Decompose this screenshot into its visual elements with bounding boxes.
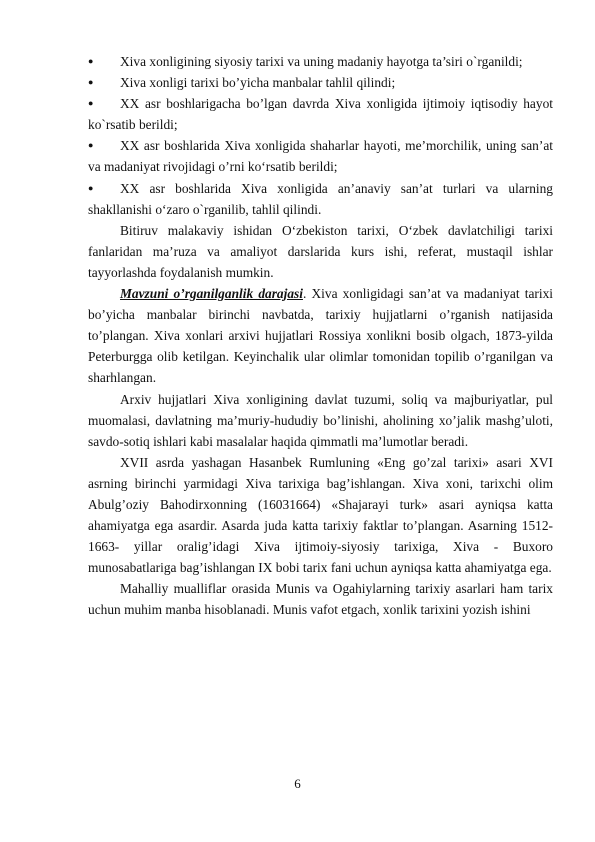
paragraph-text: . Xiva xonligidagi san’at va madaniyat tarixi bo’yicha manbalar birinchi navbatda, tarixiy hujjatlarni o’rganish natijasida to’plangan. Xiva xonlari arxivi hujjatlari Rossiya xonlikni bosib olgach, 1873-yilda Peterburgga olib ketilgan. Keyinchalik ular olimlar tomonidan topilib o’rganilgan va sharhlangan. (88, 286, 553, 386)
bullet-item (88, 93, 553, 135)
bullet-text: XX asr boshlarida Xiva xonligida an’anaviy san’at turlari va ularning shakllanishi o‘zaro o`rganilib, tahlil qilindi. (88, 180, 553, 217)
page-number: 6 (294, 776, 301, 791)
bullet-text: XX asr boshlarigacha bo’lgan davrda Xiva xonligida ijtimoiy iqtisodiy hayot ko`rsatib berildi; (88, 96, 553, 133)
paragraph-usage: Bitiruv malakaviy ishidan O‘zbekiston tarixi, O‘zbek davlatchiligi tarixi fanlaridan ma’ruza va amaliyot darslarida kurs ishi, referat, mustaqil ishlar tayyorlashda foydalanish mumkin. (88, 222, 553, 280)
bullet-dot-icon: ● (88, 98, 94, 109)
bullet-dot-icon: ● (88, 182, 94, 193)
paragraph-sources: XVII asrda yashagan Hasanbek Rumluning «Eng go’zal tarixi» asari XVI asrning birinchi yarmidagi Xiva tarixiga bag’ishlangan. Xiva xoni, tarixchi olim Abulg’oziy Bahodirxonning (16031664) «Shajarayi turk» asari ayniqsa katta ahamiyatga ega asardir. Asarda juda katta tarixiy faktlar to’plangan. Asarning 1512- 1663- yillar oralig’idagi Xiva ijtimoiy-siyosiy tarixiga, Xiva - Buxoro munosabatlariga bag’ishlangan IX bobi tarix fani uchun ayniqsa katta ahamiyatga ega. (88, 454, 553, 576)
bullet-item (88, 72, 553, 93)
bullet-item (88, 178, 553, 220)
bullet-item (88, 51, 553, 72)
bullet-dot-icon: ● (88, 77, 94, 88)
paragraph-local-authors: Mahalliy mualliflar orasida Munis va Ogahiylarning tarixiy asarlari ham tarix uchun muhim manba hisoblanadi. Munis vafot etgach, xonlik tarixini yozish ishini (88, 581, 553, 618)
section-heading-inline: Mavzuni o’rganilganlik darajasi (120, 286, 303, 302)
bullet-dot-icon: ● (88, 56, 94, 66)
bullet-item (88, 135, 553, 177)
paragraph-study-level (88, 283, 553, 388)
page-body (88, 51, 553, 621)
bullet-text: Xiva xonligining siyosiy tarixi va uning madaniy hayotga ta’siri o`rganildi; (120, 54, 523, 69)
paragraph-archives: Arxiv hujjatlari Xiva xonligining davlat tuzumi, soliq va majburiyatlar, pul muomalasi, davlatning ma’muriy-hududiy bo’linishi, aholining xo’jalik mashg’uloti, savdo-sotiq ishlari kabi masalalar haqida qimmatli ma’lumotlar beradi. (88, 391, 553, 449)
bullet-dot-icon: ● (88, 140, 94, 151)
bullet-text: XX asr boshlarida Xiva xonligida shaharlar hayoti, me’morchilik, uning san’at va madaniyat rivojidagi o’rni ko‘rsatib berildi; (88, 138, 553, 175)
bullet-text: Xiva xonligi tarixi bo’yicha manbalar tahlil qilindi; (120, 75, 396, 91)
